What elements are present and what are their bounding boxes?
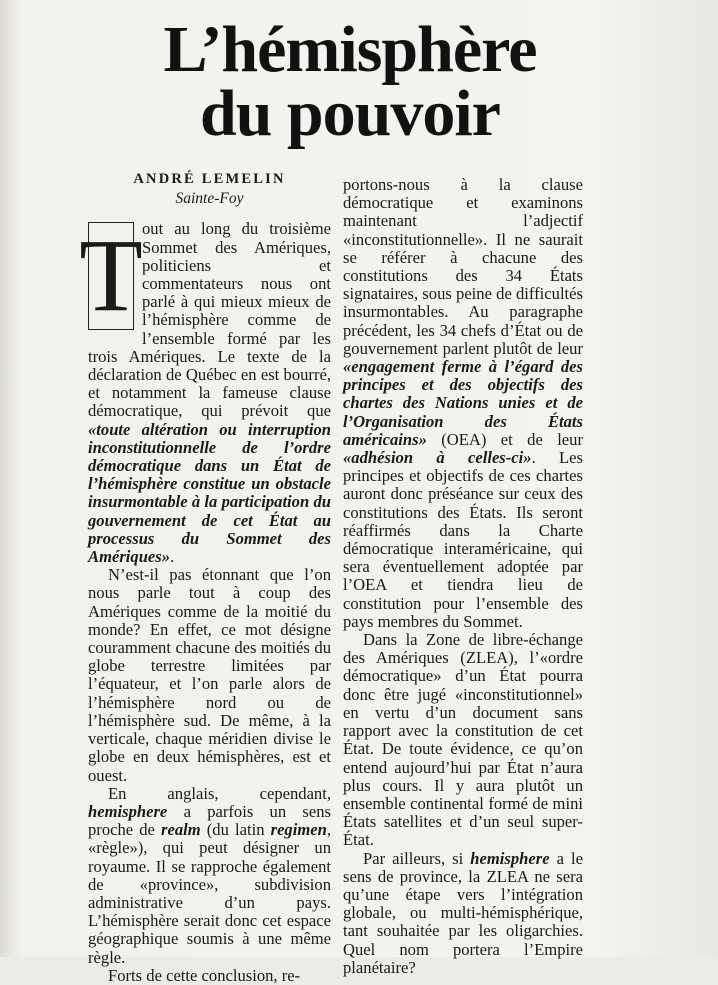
paragraph-3-text-a: En anglais, cependant, xyxy=(108,783,331,803)
adhesion-quote: «adhésion à celles-ci» xyxy=(343,448,532,468)
paragraph-1-text: out au long du troisième Sommet des Amériques, politiciens et commentateurs nous ont parlé à qui mieux mieux de l’hémisphère comme de l’ensemble formé par les trois Amériques. Le texte de la déclaration de Québec en est bourré, et notamment la fameuse clause démocratique, qui prévoit que xyxy=(88,219,331,421)
paragraph-5-text-c: . Les principes et objectifs de ces chartes auront donc préséance sur ceux des constitutions des États. Ils seront réaffirmés dans la Charte démocratique interaméricaine, qui sera éventuellement adoptée par l’OEA et tiendra lieu de constitution pour l’ensemble des pays membres du Sommet. xyxy=(343,448,583,631)
paragraph-4: Forts de cette conclusion, re- xyxy=(108,965,301,985)
column-2 xyxy=(343,176,583,977)
author-location: Sainte-Foy xyxy=(175,190,244,208)
paragraph-3-text-c: (du latin xyxy=(200,820,271,840)
term-realm: realm xyxy=(161,820,201,840)
engagement-quote: «engagement ferme à l’égard des principes et des objectifs des chartes des Nations unies et de l’Organisation des États américains» xyxy=(343,357,583,449)
paragraph-5-text-a: portons-nous à la clause démocratique et examinons maintenant l’adjectif «inconstitutionnelle». Il ne saurait se référer à chacune des constitutions des 34 États signataires, sous peine de difficultés insurmontables. Au paragraphe précédent, les 34 chefs d’État ou de gouvernement parlent plutôt de leur xyxy=(343,175,583,358)
paragraph-5 xyxy=(343,176,583,631)
paragraph-6: Dans la Zone de libre-échange des Amériques (ZLEA), l’«ordre démocratique» d’un État pourra donc être jugé «inconstitutionnel» en vertu d’un document sans rapport avec la constitution de cet État. De toute évidence, ce qu’on entend aujourd’hui par État n’aura plus cours. Il y aura plutôt un ensemble continental formé de mini États satellites et d’un seul super-État. xyxy=(343,630,583,850)
term-hemisphere-2: hemisphere xyxy=(470,848,550,868)
term-hemisphere: hemisphere xyxy=(88,801,168,821)
paragraph-5-text-b: (OEA) et de leur xyxy=(426,429,583,449)
paragraph-3-text-d: , «règle»), qui peut désigner un royaume. Il se rapproche également de «province», subdivision administrative d’un pays. L’hémisphère serait donc cet espace géographique soumis à une même règle. xyxy=(88,820,331,967)
title-line-1: L’hémisphère xyxy=(163,13,537,86)
paragraph-7 xyxy=(343,850,583,977)
drop-cap: T xyxy=(79,218,143,334)
author-byline: ANDRÉ LEMELIN xyxy=(133,171,286,187)
clause-quote: «toute altération ou interruption inconstitutionnelle de l’ordre démocratique dans un État de l’hémisphère constitue un obstacle insurmontable à la participation du gouvernement de cet État au processus du Sommet des Amériques» xyxy=(88,419,331,567)
paragraph-2: N’est-il pas étonnant que l’on nous parle tout à coup des Amériques comme de la moitié du monde? En effet, ce mot désigne couramment chacune des moitiés du globe terrestre limitées par l’équateur, et l’on parle alors de l’hémisphère nord ou de l’hémisphère sud. De même, à la verticale, chaque méridien divise le globe en deux hémisphères, est et ouest. xyxy=(88,565,331,785)
title-line-2: du pouvoir xyxy=(200,77,500,150)
term-regimen: regimen xyxy=(270,820,327,840)
column-1 xyxy=(79,170,331,985)
paragraph-7-text-b: a le sens de province, la ZLEA ne sera qu’une étape vers l’intégration globale, ou multi-hémisphérique, tant souhaitée par les oligarchies. Quel nom portera l’Empire planétaire? xyxy=(343,848,584,977)
paragraph-7-text-a: Par ailleurs, si xyxy=(363,848,471,868)
article-title xyxy=(110,13,590,150)
paragraph-1 xyxy=(79,218,331,567)
paragraph-3-text-b: a parfois un sens proche de xyxy=(88,801,331,840)
paragraph-1-end: . xyxy=(170,547,175,567)
paragraph-3 xyxy=(88,785,331,967)
